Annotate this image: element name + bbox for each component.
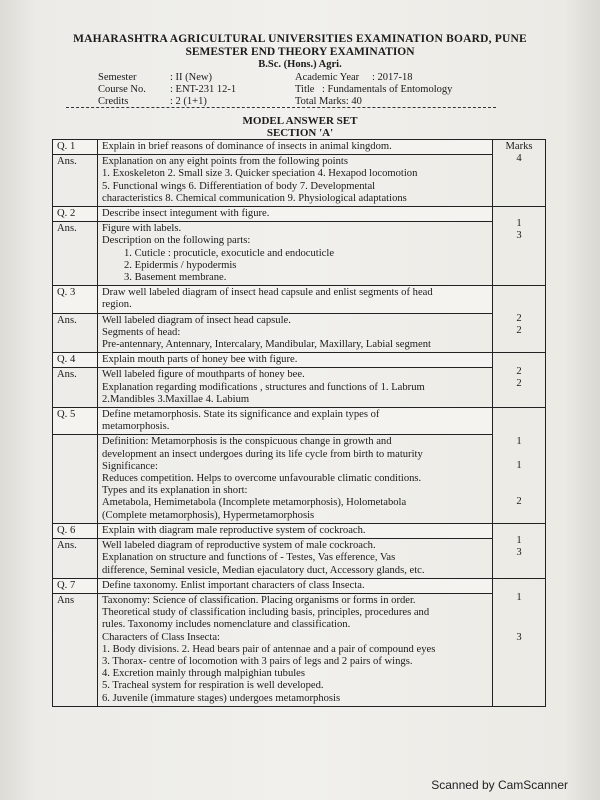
marks-cell — [493, 286, 546, 353]
marks-value: 2 — [516, 366, 522, 378]
marks-value: 1 — [516, 218, 522, 230]
marks-cell — [493, 578, 546, 706]
question-number: Q. 7 — [53, 578, 98, 593]
answer-line: Segments of head: — [102, 326, 181, 338]
answer-line: difference, Seminal vesicle, Median ejaculatory duct, Accessory glands, etc. — [102, 564, 425, 576]
answer-row-3 — [53, 313, 546, 353]
answer-row-5 — [53, 435, 546, 523]
answer-line: 2. Epidermis / hypodermis — [124, 259, 237, 271]
answer-line: Pre-antennary, Antennary, Intercalary, Mandibular, Maxillary, Labial segment — [102, 339, 431, 351]
answer-label: Ans. — [53, 539, 98, 579]
answer-line: 3. Thorax- centre of locomotion with 3 pairs of legs and 2 pairs of wings. — [102, 655, 413, 667]
answer-line: Ametabola, Hemimetabola (Incomplete metamorphosis), Holometabola — [102, 497, 407, 509]
question-text — [98, 408, 493, 435]
answer-line: Characters of Class Insecta: — [102, 631, 220, 643]
answer-line: Significance: — [102, 460, 158, 472]
question-number: Q. 4 — [53, 353, 98, 368]
answer-line: Theoretical study of classification including basis, principles, procedures and — [102, 607, 430, 619]
answer-row-6 — [53, 539, 546, 579]
question-line: Define taxonomy. Enlist important characters of class Insecta. — [102, 579, 365, 591]
answer-text — [98, 368, 493, 408]
question-text — [98, 353, 493, 368]
question-number: Q. 1 — [53, 140, 98, 155]
answer-line: Explanation regarding modifications , structures and functions of 1. Labrum — [102, 381, 425, 393]
title-label: Title — [295, 84, 315, 95]
answer-line: development an insect undergoes during its life cycle from birth to maturity — [102, 448, 423, 460]
section-title: SECTION 'A' — [266, 127, 334, 139]
answer-line: 1. Exoskeleton 2. Small size 3. Quicker speciation 4. Hexapod locomotion — [102, 168, 418, 180]
question-row-4 — [53, 353, 546, 368]
answer-row-7 — [53, 593, 546, 706]
question-text — [98, 578, 493, 593]
answer-label: Ans. — [53, 155, 98, 207]
marks-cell — [493, 408, 546, 524]
question-text — [98, 140, 493, 155]
year-value: : 2017-18 — [372, 72, 413, 83]
question-text — [98, 523, 493, 538]
answer-label: Ans. — [53, 368, 98, 408]
answer-row-2 — [53, 222, 546, 286]
answer-line: 1. Body divisions. 2. Head bears pair of antennae and a pair of compound eyes — [102, 643, 436, 655]
answer-line: Definition: Metamorphosis is the conspicuous change in growth and — [102, 436, 392, 448]
marks-value: 1 — [516, 534, 522, 546]
answer-line: Well labeled figure of mouthparts of honey bee. — [102, 369, 305, 381]
answer-row-4 — [53, 368, 546, 408]
semester-label: Semester — [98, 72, 137, 83]
semester-value: : II (New) — [170, 72, 212, 83]
answer-text — [98, 435, 493, 523]
question-number: Q. 3 — [53, 286, 98, 313]
question-line: Explain with diagram male reproductive system of cockroach. — [102, 524, 366, 536]
exam-title: SEMESTER END THEORY EXAMINATION — [185, 46, 415, 58]
credits-label: Credits — [98, 96, 129, 107]
question-line: Explain in brief reasons of dominance of insects in animal kingdom. — [102, 141, 392, 152]
answer-line: Well labeled diagram of reproductive system of male cockroach. — [102, 540, 376, 552]
question-line: metamorphosis. — [102, 421, 170, 433]
answer-line: characteristics 8. Chemical communication 9. Physiological adaptations — [102, 192, 407, 204]
marks-value: 4 — [516, 153, 522, 165]
answer-label: Ans. — [53, 313, 98, 353]
dashed-divider — [66, 107, 496, 108]
question-line: Describe insect integument with figure. — [102, 208, 270, 220]
answer-label: Ans. — [53, 222, 98, 286]
answer-table — [52, 139, 546, 707]
marks-value: 1 — [516, 460, 522, 472]
answer-line: 6. Juvenile (immature stages) undergoes metamorphosis — [102, 692, 341, 704]
question-number: Q. 2 — [53, 207, 98, 222]
credits-value: : 2 (1+1) — [170, 96, 207, 107]
answer-line: Explanation on any eight points from the following points — [102, 156, 348, 168]
title-value: : Fundamentals of Entomology — [322, 84, 453, 95]
course-value: : ENT-231 12-1 — [170, 84, 237, 95]
answer-text — [98, 155, 493, 207]
marks-value: 2 — [516, 378, 522, 390]
answer-line: (Complete metamorphosis), Hypermetamorphosis — [102, 509, 315, 521]
question-number: Q. 6 — [53, 523, 98, 538]
question-row-7 — [53, 578, 546, 593]
answer-line: 5. Tracheal system for respiration is well developed. — [102, 680, 324, 692]
marks-header: Marks — [505, 141, 533, 152]
marks-value: 1 — [516, 436, 522, 448]
model-answer-title: MODEL ANSWER SET — [242, 115, 358, 127]
answer-line: 1. Cuticle : procuticle, exocuticle and endocuticle — [124, 247, 335, 259]
marks-value: 3 — [516, 547, 522, 559]
question-text — [98, 286, 493, 313]
marks-cell — [493, 523, 546, 578]
question-row-1 — [53, 140, 546, 155]
answer-label — [53, 435, 98, 523]
marks-value: 3 — [516, 631, 522, 643]
marks-cell — [493, 207, 546, 286]
question-number: Q. 5 — [53, 408, 98, 435]
board-title: MAHARASHTRA AGRICULTURAL UNIVERSITIES EXAMINATION BOARD, PUNE — [73, 33, 527, 45]
answer-line: 2.Mandibles 3.Maxillae 4. Labium — [102, 393, 250, 405]
answer-line: Figure with labels. — [102, 223, 182, 235]
answer-line: Well labeled diagram of insect head capsule. — [102, 314, 291, 326]
year-label: Academic Year — [295, 72, 360, 83]
answer-line: Explanation on structure and functions of - Testes, Vas efference, Vas — [102, 552, 396, 564]
question-line: Define metamorphosis. State its significance and explain types of — [102, 409, 380, 421]
marks-value: 2 — [516, 496, 522, 508]
answer-text — [98, 222, 493, 286]
course-label: Course No. — [98, 84, 146, 95]
marks-value: 2 — [516, 313, 522, 325]
degree-title: B.Sc. (Hons.) Agri. — [258, 59, 342, 70]
answer-line: 5. Functional wings 6. Differentiation of body 7. Developmental — [102, 180, 376, 192]
answer-text — [98, 539, 493, 579]
question-row-5 — [53, 408, 546, 435]
answer-text — [98, 313, 493, 353]
marks-value: 1 — [516, 591, 522, 603]
answer-line: Description on the following parts: — [102, 235, 251, 247]
answer-text — [98, 593, 493, 706]
marks-cell — [493, 353, 546, 408]
scanner-watermark: Scanned by CamScanner — [431, 778, 568, 792]
marks-value: 2 — [516, 325, 522, 337]
question-row-3 — [53, 286, 546, 313]
question-row-2 — [53, 207, 546, 222]
question-row-6 — [53, 523, 546, 538]
answer-line: 3. Basement membrane. — [124, 272, 227, 284]
marks-value: 3 — [516, 230, 522, 242]
answer-row-1 — [53, 155, 546, 207]
answer-line: Taxonomy: Science of classification. Placing organisms or forms in order. — [102, 594, 416, 606]
question-text — [98, 207, 493, 222]
answer-line: Reduces competition. Helps to overcome unfavourable climatic conditions. — [102, 473, 422, 485]
question-line: Explain mouth parts of honey bee with figure. — [102, 354, 298, 366]
total-marks: Total Marks: 40 — [295, 96, 362, 107]
answer-line: 4. Excretion mainly through malpighian tubules — [102, 668, 306, 680]
question-line: region. — [102, 299, 132, 311]
answer-line: Types and its explanation in short: — [102, 485, 248, 497]
question-line: Draw well labeled diagram of insect head capsule and enlist segments of head — [102, 287, 433, 299]
answer-line: rules. Taxonomy includes nomenclature and classification. — [102, 619, 351, 631]
marks-cell — [493, 140, 546, 207]
answer-label: Ans — [53, 593, 98, 706]
